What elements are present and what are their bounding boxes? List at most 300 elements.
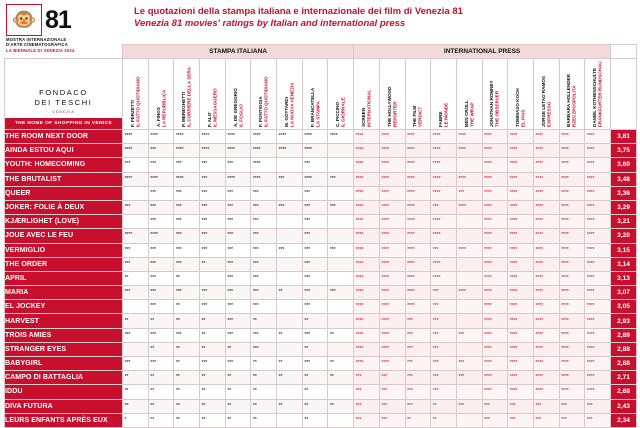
rating-stars: ****	[484, 274, 492, 281]
rating-stars: **	[227, 374, 231, 381]
rating-stars: **	[124, 402, 129, 409]
rating-stars: ***	[432, 289, 439, 296]
critic-name-c10: SCREEN	[361, 107, 367, 127]
rating-cell	[585, 371, 611, 385]
rating-cell	[277, 130, 303, 144]
rating-stars: ****	[586, 218, 595, 225]
table-row	[5, 158, 637, 172]
rating-stars: **	[329, 402, 334, 409]
rating-cell	[456, 257, 482, 271]
rating-cell	[533, 314, 559, 328]
rating-cell	[148, 215, 174, 229]
rating-stars: ****	[381, 331, 389, 338]
rating-cell	[585, 229, 611, 243]
rating-stars: ***	[458, 374, 465, 381]
rating-cell	[456, 172, 482, 186]
rating-cell	[533, 342, 559, 356]
rating-cell	[251, 200, 277, 214]
rating-cell	[585, 314, 611, 328]
rating-stars: ***	[381, 374, 388, 381]
rating-cell	[456, 371, 482, 385]
rating-cell	[559, 271, 585, 285]
rating-cell	[200, 357, 226, 371]
rating-cell	[225, 286, 251, 300]
rating-stars: ****	[355, 147, 364, 154]
film-average: 2,88	[611, 342, 637, 356]
film-title: TROIS AMIES	[5, 328, 123, 342]
rating-stars: **	[304, 416, 308, 423]
rating-cell	[302, 271, 328, 285]
rating-stars: **	[407, 416, 411, 423]
rating-cell	[277, 385, 303, 399]
rating-stars: ****	[201, 133, 210, 140]
critic-name-c8: F. BRANCATELLA	[309, 87, 315, 127]
rating-cell	[148, 314, 174, 328]
film-average: 2,34	[611, 413, 637, 427]
rating-cell	[456, 243, 482, 257]
film-title: THE BRUTALIST	[5, 172, 123, 186]
rating-stars: ****	[509, 204, 518, 211]
table-row	[5, 215, 637, 229]
rating-cell	[174, 130, 200, 144]
rating-stars: **	[201, 416, 206, 423]
rating-stars: ***	[201, 189, 208, 196]
rating-cell	[123, 229, 149, 243]
rating-cell	[174, 328, 200, 342]
film-average: 3,75	[611, 144, 637, 158]
rating-cell	[431, 271, 457, 285]
rating-stars: ****	[586, 161, 595, 168]
rating-stars: ****	[432, 274, 441, 281]
rating-stars: ***	[150, 204, 156, 211]
critic-outlet-c1: IL FATTO QUOTIDIANO	[135, 76, 141, 127]
rating-stars: ***	[227, 289, 233, 296]
rating-cell	[123, 158, 149, 172]
rating-stars: ***	[355, 416, 362, 423]
average-header	[611, 59, 637, 130]
rating-stars: ****	[586, 204, 595, 211]
rating-cell	[456, 200, 482, 214]
rating-stars: **	[304, 402, 308, 409]
rating-cell	[354, 286, 380, 300]
rating-cell	[277, 357, 303, 371]
festival-logo	[6, 4, 124, 53]
critic-header-c2	[148, 59, 174, 130]
rating-stars: ****	[381, 289, 389, 296]
rating-cell	[225, 413, 251, 427]
rating-cell	[200, 314, 226, 328]
rating-cell	[533, 399, 559, 413]
rating-stars: ****	[252, 147, 261, 154]
rating-stars: ***	[278, 204, 285, 211]
rating-cell	[328, 271, 354, 285]
rating-stars: ***	[304, 218, 310, 225]
rating-cell	[405, 300, 431, 314]
rating-stars: ***	[252, 232, 259, 239]
rating-cell	[508, 399, 534, 413]
rating-stars: ****	[355, 189, 364, 196]
rating-cell	[379, 271, 405, 285]
rating-stars: ****	[484, 303, 492, 310]
rating-stars: ****	[586, 133, 595, 140]
critic-outlet-c18: RZECZPOSPOLITA	[571, 85, 577, 127]
ratings-table	[4, 44, 637, 428]
rating-stars: ****	[381, 175, 389, 182]
rating-cell	[302, 300, 328, 314]
rating-cell	[405, 144, 431, 158]
rating-cell	[431, 243, 457, 257]
rating-stars: ***	[124, 260, 131, 267]
critic-outlet-c9: IL GIORNALE	[340, 97, 346, 127]
rating-stars: ****	[561, 374, 569, 381]
rating-stars: ***	[304, 232, 310, 239]
rating-cell	[559, 130, 585, 144]
table-row	[5, 314, 637, 328]
rating-cell	[354, 314, 380, 328]
rating-stars: **	[227, 388, 231, 395]
critic-header-c1	[123, 59, 149, 130]
rating-cell	[277, 186, 303, 200]
rating-stars: ****	[227, 133, 235, 140]
rating-cell	[148, 257, 174, 271]
rating-cell	[585, 328, 611, 342]
rating-stars: ***	[432, 388, 439, 395]
rating-stars: ***	[432, 246, 439, 253]
rating-cell	[405, 158, 431, 172]
film-title: JOUE AVEC LE FEU	[5, 229, 123, 243]
rating-stars: ***	[252, 345, 259, 352]
critic-name-c11: THE HOLLYWOOD	[386, 86, 392, 127]
rating-cell	[533, 271, 559, 285]
film-title: MARIA	[5, 286, 123, 300]
rating-cell	[328, 158, 354, 172]
rating-stars: **	[227, 402, 231, 409]
critic-outlet-c15: THE OBSERVER	[494, 90, 500, 127]
average-header-line-2: CHART	[623, 107, 630, 126]
rating-cell	[200, 399, 226, 413]
rating-stars: ****	[124, 175, 133, 182]
rating-cell	[482, 271, 508, 285]
rating-stars: ****	[355, 274, 364, 281]
rating-stars: **	[175, 388, 180, 395]
rating-cell	[585, 130, 611, 144]
rating-cell	[123, 413, 149, 427]
rating-stars: ****	[586, 175, 595, 182]
rating-cell	[482, 342, 508, 356]
rating-cell	[123, 130, 149, 144]
table-row	[5, 328, 637, 342]
table-row	[5, 385, 637, 399]
rating-cell	[200, 385, 226, 399]
rating-cell	[225, 186, 251, 200]
rating-stars: ****	[535, 246, 543, 253]
rating-cell	[354, 413, 380, 427]
rating-cell	[559, 371, 585, 385]
rating-stars: ****	[561, 232, 569, 239]
rating-stars: ****	[432, 260, 441, 267]
rating-cell	[200, 243, 226, 257]
rating-stars: ****	[509, 232, 518, 239]
rating-stars: ****	[509, 274, 518, 281]
critic-outlet-c10: INTERNATIONAL	[366, 89, 372, 127]
film-average: 3,60	[611, 158, 637, 172]
film-average: 3,36	[611, 186, 637, 200]
rating-cell	[251, 357, 277, 371]
rating-cell	[559, 399, 585, 413]
rating-stars: **	[304, 317, 308, 324]
rating-stars: **	[329, 374, 334, 381]
rating-cell	[456, 300, 482, 314]
rating-stars: ***	[304, 331, 310, 338]
rating-cell	[508, 215, 534, 229]
rating-stars: ***	[150, 274, 156, 281]
rating-cell	[148, 158, 174, 172]
rating-cell	[251, 371, 277, 385]
rating-cell	[431, 229, 457, 243]
critic-name-c5: A. DE GREGORIO	[232, 88, 238, 127]
rating-cell	[379, 158, 405, 172]
rating-cell	[379, 172, 405, 186]
rating-stars: ***	[535, 416, 542, 423]
rating-stars: ****	[304, 147, 312, 154]
rating-stars: ***	[407, 360, 413, 367]
rating-stars: ***	[124, 204, 131, 211]
rating-stars: ***	[432, 317, 439, 324]
rating-cell	[354, 215, 380, 229]
rating-stars: ****	[509, 246, 518, 253]
rating-stars: ****	[407, 232, 415, 239]
rating-cell	[277, 300, 303, 314]
rating-stars: ***	[175, 204, 182, 211]
rating-cell	[379, 243, 405, 257]
rating-cell	[533, 215, 559, 229]
rating-cell	[148, 130, 174, 144]
rating-cell	[200, 328, 226, 342]
rating-cell	[328, 172, 354, 186]
rating-cell	[585, 271, 611, 285]
rating-stars: ****	[252, 175, 261, 182]
rating-cell	[456, 144, 482, 158]
rating-cell	[431, 130, 457, 144]
film-title: DIVA FUTURA	[5, 399, 123, 413]
rating-cell	[225, 314, 251, 328]
sponsor-line-3: VENEZIA	[52, 110, 75, 114]
rating-cell	[354, 257, 380, 271]
rating-stars: ***	[304, 289, 310, 296]
sponsor-logo	[5, 59, 123, 130]
rating-cell	[225, 257, 251, 271]
rating-cell	[431, 357, 457, 371]
rating-cell	[379, 286, 405, 300]
rating-stars: **	[175, 345, 180, 352]
rating-stars: **	[252, 402, 257, 409]
rating-cell	[174, 314, 200, 328]
rating-stars: **	[432, 416, 437, 423]
rating-cell	[456, 186, 482, 200]
rating-cell	[431, 286, 457, 300]
rating-stars: ****	[175, 175, 184, 182]
rating-cell	[277, 172, 303, 186]
critic-header-c17	[533, 59, 559, 130]
critic-outlet-c11: REPORTER	[392, 101, 398, 127]
sponsor-line-2: DEI TESCHI	[34, 98, 93, 107]
rating-stars: ****	[484, 331, 492, 338]
rating-stars: ****	[381, 133, 389, 140]
rating-stars: ***	[432, 331, 439, 338]
critic-name-c7: M. GOTTARDI	[283, 96, 289, 127]
rating-stars: ****	[509, 374, 518, 381]
rating-stars: ***	[381, 416, 388, 423]
rating-stars: ****	[355, 317, 364, 324]
critic-name-c2: A. FINOS	[155, 107, 161, 127]
rating-stars: ****	[124, 147, 133, 154]
rating-stars: ****	[484, 189, 492, 196]
rating-cell	[559, 243, 585, 257]
rating-stars: ****	[561, 260, 569, 267]
rating-cell	[354, 172, 380, 186]
rating-stars: ****	[484, 161, 492, 168]
rating-cell	[174, 357, 200, 371]
rating-cell	[277, 342, 303, 356]
rating-stars: ****	[355, 260, 364, 267]
rating-stars: ****	[484, 317, 492, 324]
rating-cell	[585, 172, 611, 186]
rating-cell	[379, 144, 405, 158]
rating-cell	[328, 144, 354, 158]
rating-stars: **	[175, 402, 180, 409]
rating-stars: ***	[150, 161, 156, 168]
rating-cell	[302, 186, 328, 200]
rating-stars: ****	[201, 147, 210, 154]
rating-cell	[354, 200, 380, 214]
film-title: THE ROOM NEXT DOOR	[5, 130, 123, 144]
rating-cell	[405, 200, 431, 214]
rating-cell	[174, 385, 200, 399]
rating-stars: **	[252, 388, 257, 395]
rating-stars: ****	[381, 246, 389, 253]
group-label-italian: STAMPA ITALIANA	[123, 45, 354, 59]
rating-stars: **	[150, 402, 154, 409]
rating-cell	[123, 186, 149, 200]
rating-cell	[174, 144, 200, 158]
critic-outlet-c17: EXPRESSO	[546, 101, 552, 127]
rating-cell	[456, 215, 482, 229]
critic-name-c18: BARBARA HOLLENDER	[566, 74, 572, 127]
critic-header-c8	[302, 59, 328, 130]
rating-stars: ***	[227, 189, 233, 196]
rating-stars: ****	[484, 374, 492, 381]
film-title: BABYGIRL	[5, 357, 123, 371]
rating-stars: ****	[381, 303, 389, 310]
rating-cell	[148, 371, 174, 385]
rating-cell	[354, 186, 380, 200]
rating-stars: ****	[381, 161, 389, 168]
rating-cell	[508, 200, 534, 214]
rating-stars: ****	[407, 246, 415, 253]
rating-stars: ****	[355, 303, 364, 310]
rating-stars: ****	[381, 147, 389, 154]
rating-cell	[174, 342, 200, 356]
rating-stars: ****	[381, 345, 389, 352]
rating-stars: ***	[252, 246, 259, 253]
rating-stars: ****	[561, 204, 569, 211]
rating-stars: ***	[175, 232, 182, 239]
rating-stars: ***	[227, 204, 233, 211]
rating-stars: ***	[201, 232, 208, 239]
rating-stars: ***	[227, 317, 233, 324]
rating-stars: ****	[432, 189, 441, 196]
rating-stars: ***	[201, 246, 208, 253]
critic-outlet-c8: LA STAMPA	[315, 101, 321, 127]
rating-cell	[405, 357, 431, 371]
rating-cell	[405, 399, 431, 413]
rating-stars: ****	[535, 218, 543, 225]
rating-stars: ****	[535, 289, 543, 296]
rating-stars: **	[201, 260, 206, 267]
rating-stars: ****	[509, 260, 518, 267]
rating-stars: ****	[355, 133, 364, 140]
rating-stars: ***	[124, 331, 131, 338]
critic-header-c3	[174, 59, 200, 130]
rating-cell	[123, 371, 149, 385]
rating-stars: **	[150, 388, 154, 395]
critic-name-c6: F. PONTIGGIA	[258, 96, 264, 127]
rating-cell	[456, 413, 482, 427]
rating-cell	[200, 172, 226, 186]
rating-stars: ****	[458, 289, 466, 296]
rating-cell	[508, 314, 534, 328]
rating-cell	[148, 172, 174, 186]
rating-stars: ****	[586, 331, 595, 338]
rating-cell	[225, 158, 251, 172]
rating-cell	[225, 342, 251, 356]
rating-cell	[302, 257, 328, 271]
rating-stars: ****	[484, 260, 492, 267]
rating-stars: ****	[432, 133, 441, 140]
rating-stars: ****	[407, 204, 415, 211]
rating-cell	[277, 144, 303, 158]
edition-number: 81	[45, 5, 71, 34]
rating-cell	[533, 144, 559, 158]
rating-stars: ***	[561, 416, 567, 423]
rating-stars: **	[124, 388, 129, 395]
rating-stars: ****	[535, 204, 543, 211]
rating-stars: ***	[201, 204, 208, 211]
rating-stars: ****	[304, 175, 312, 182]
rating-stars: ***	[304, 260, 310, 267]
rating-cell	[225, 357, 251, 371]
rating-cell	[559, 186, 585, 200]
rating-cell	[379, 357, 405, 371]
film-average: 3,21	[611, 215, 637, 229]
rating-stars: ***	[227, 360, 233, 367]
rating-stars: ****	[535, 317, 543, 324]
rating-stars: ****	[407, 133, 415, 140]
rating-stars: ****	[484, 289, 492, 296]
rating-stars: ***	[355, 388, 362, 395]
rating-stars: **	[175, 303, 180, 310]
rating-cell	[148, 385, 174, 399]
rating-cell	[559, 286, 585, 300]
rating-stars: ****	[509, 289, 518, 296]
film-average: 2,68	[611, 385, 637, 399]
rating-cell	[277, 200, 303, 214]
rating-stars: ***	[175, 331, 182, 338]
rating-stars: **	[278, 360, 283, 367]
critic-name-c1: F. FERZETTI	[129, 100, 135, 127]
rating-cell	[277, 328, 303, 342]
rating-cell	[148, 399, 174, 413]
